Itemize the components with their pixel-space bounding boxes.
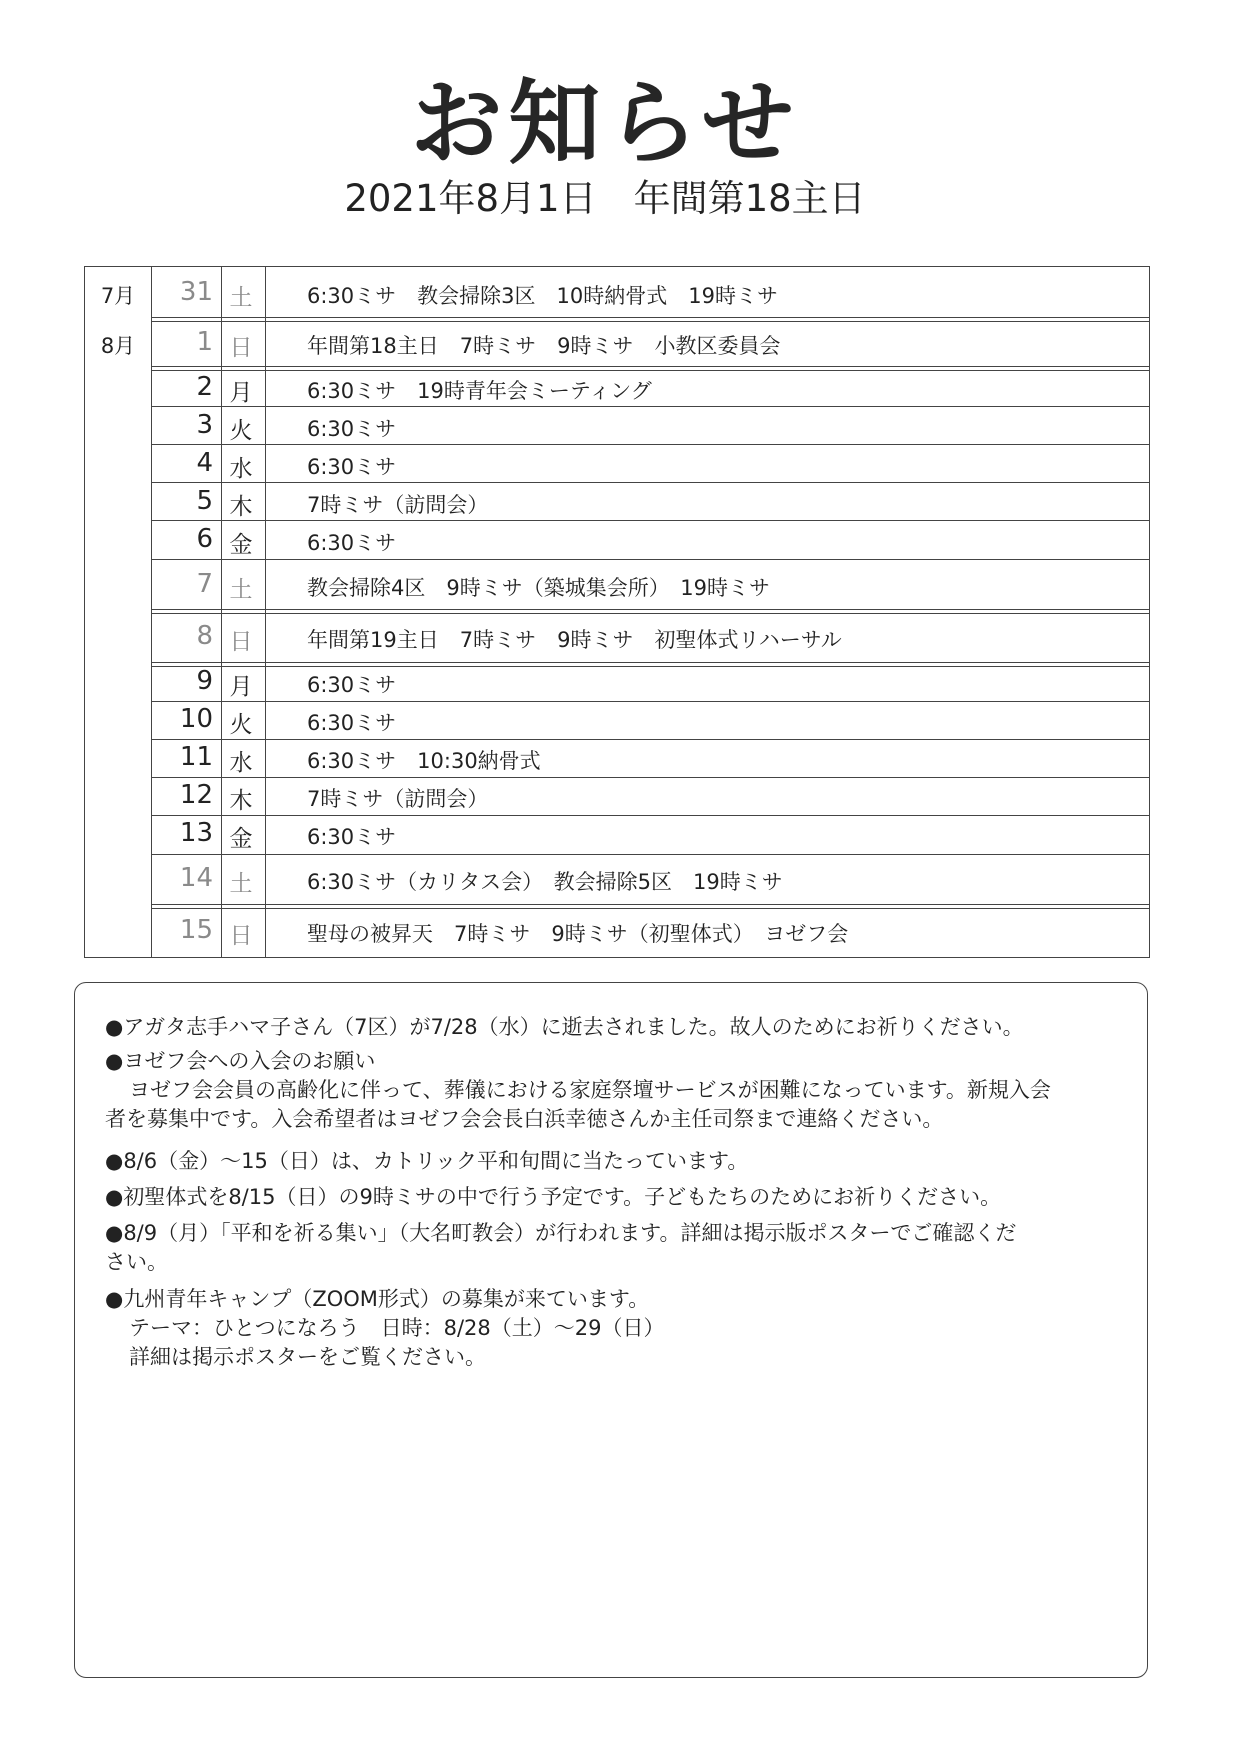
- day-number: 2: [196, 372, 213, 402]
- notice-item: [105, 1285, 1105, 1372]
- page-title: お知らせ: [410, 70, 800, 177]
- day-events: 6:30ミサ: [307, 531, 397, 555]
- day-number: 4: [196, 448, 213, 478]
- weekday: 水: [229, 456, 253, 482]
- notice-body: 者を募集中です。入会希望者はヨゼフ会会長白浜幸徳さんか主任司祭まで連絡ください。: [105, 1107, 944, 1131]
- day-events: 年間第19主日 7時ミサ 9時ミサ 初聖体式リハーサル: [307, 628, 842, 652]
- day-events: 6:30ミサ: [307, 417, 397, 441]
- notice-body: テーマ：ひとつになろう 日時：8/28（土）～29（日）: [129, 1316, 665, 1340]
- divider: [151, 559, 1149, 560]
- month-label-july: 7月: [100, 284, 136, 308]
- day-events: 7時ミサ（訪問会）: [307, 493, 489, 517]
- day-number: 13: [179, 818, 213, 848]
- weekday: 土: [229, 871, 253, 897]
- day-events: 6:30ミサ 教会掃除3区 10時納骨式 19時ミサ: [307, 284, 778, 308]
- divider: [151, 815, 1149, 816]
- day-number: 31: [179, 277, 213, 307]
- divider: [151, 777, 1149, 778]
- day-number: 15: [179, 915, 213, 945]
- notice-item: ●初聖体式を8/15（日）の9時ミサの中で行う予定です。子どもたちのためにお祈りください。: [105, 1185, 1002, 1209]
- weekday: 日: [229, 923, 253, 949]
- day-number: 12: [179, 780, 213, 810]
- divider: [151, 444, 1149, 445]
- divider: [151, 366, 1149, 371]
- day-events: 教会掃除4区 9時ミサ（築城集会所） 19時ミサ: [307, 576, 770, 600]
- notice-body: ●8/9（月）「平和を祈る集い」（大名町教会）が行われます。詳細は掲示版ポスターでご確認くだ: [105, 1221, 1017, 1245]
- day-number: 5: [196, 486, 213, 516]
- day-number: 7: [196, 569, 213, 599]
- weekday: 金: [229, 826, 253, 852]
- day-number: 3: [196, 410, 213, 440]
- schedule-table: [84, 266, 1150, 958]
- notice-heading: ●ヨゼフ会への入会のお願い: [105, 1049, 376, 1073]
- day-events: 6:30ミサ 10:30納骨式: [307, 749, 541, 773]
- weekday: 土: [229, 285, 253, 311]
- weekday: 火: [229, 418, 253, 444]
- weekday: 土: [229, 577, 253, 603]
- day-number: 14: [179, 863, 213, 893]
- notice-item: ●8/6（金）～15（日）は、カトリック平和旬間に当たっています。: [105, 1149, 749, 1173]
- day-number: 8: [196, 621, 213, 651]
- divider: [151, 854, 1149, 855]
- weekday: 火: [229, 712, 253, 738]
- weekday: 木: [229, 788, 253, 814]
- day-events: 6:30ミサ: [307, 455, 397, 479]
- day-number: 11: [179, 742, 213, 772]
- weekday: 水: [229, 750, 253, 776]
- notices-box: [74, 982, 1148, 1678]
- day-events: 6:30ミサ: [307, 825, 397, 849]
- divider: [151, 406, 1149, 407]
- notice-heading: ●九州青年キャンプ（ZOOM形式）の募集が来ています。: [105, 1287, 650, 1311]
- month-label-august: 8月: [100, 334, 136, 358]
- divider: [151, 317, 1149, 322]
- notice-item: ●アガタ志手ハマ子さん（7区）が7/28（水）に逝去されました。故人のためにお祈りください。: [105, 1015, 1024, 1039]
- page-subtitle: 2021年8月1日 年間第18主日: [344, 177, 866, 220]
- divider: [151, 609, 1149, 614]
- notice-body: ヨゼフ会会員の高齢化に伴って、葬儀における家庭祭壇サービスが困難になっています。新規入会: [129, 1078, 1051, 1102]
- day-events: 6:30ミサ: [307, 711, 397, 735]
- divider: [151, 520, 1149, 521]
- divider: [151, 701, 1149, 702]
- day-events: 年間第18主日 7時ミサ 9時ミサ 小教区委員会: [307, 334, 781, 358]
- weekday: 日: [229, 335, 253, 361]
- day-number: 10: [179, 704, 213, 734]
- weekday: 月: [229, 674, 253, 700]
- divider: [151, 904, 1149, 909]
- notice-body: 詳細は掲示ポスターをご覧ください。: [129, 1345, 486, 1369]
- notice-item: [105, 1219, 1105, 1277]
- weekday: 月: [229, 380, 253, 406]
- divider: [151, 482, 1149, 483]
- notice-item: [105, 1047, 1105, 1134]
- day-events: 6:30ミサ（カリタス会） 教会掃除5区 19時ミサ: [307, 870, 783, 894]
- day-events: 6:30ミサ 19時青年会ミーティング: [307, 379, 652, 403]
- notice-body: さい。: [105, 1250, 168, 1274]
- divider: [151, 739, 1149, 740]
- day-number: 9: [196, 666, 213, 696]
- weekday: 金: [229, 532, 253, 558]
- weekday: 木: [229, 494, 253, 520]
- divider: [151, 662, 1149, 667]
- day-events: 7時ミサ（訪問会）: [307, 787, 489, 811]
- day-number: 6: [196, 524, 213, 554]
- day-events: 6:30ミサ: [307, 673, 397, 697]
- weekday: 日: [229, 629, 253, 655]
- day-events: 聖母の被昇天 7時ミサ 9時ミサ（初聖体式） ヨゼフ会: [307, 922, 849, 946]
- day-number: 1: [196, 327, 213, 357]
